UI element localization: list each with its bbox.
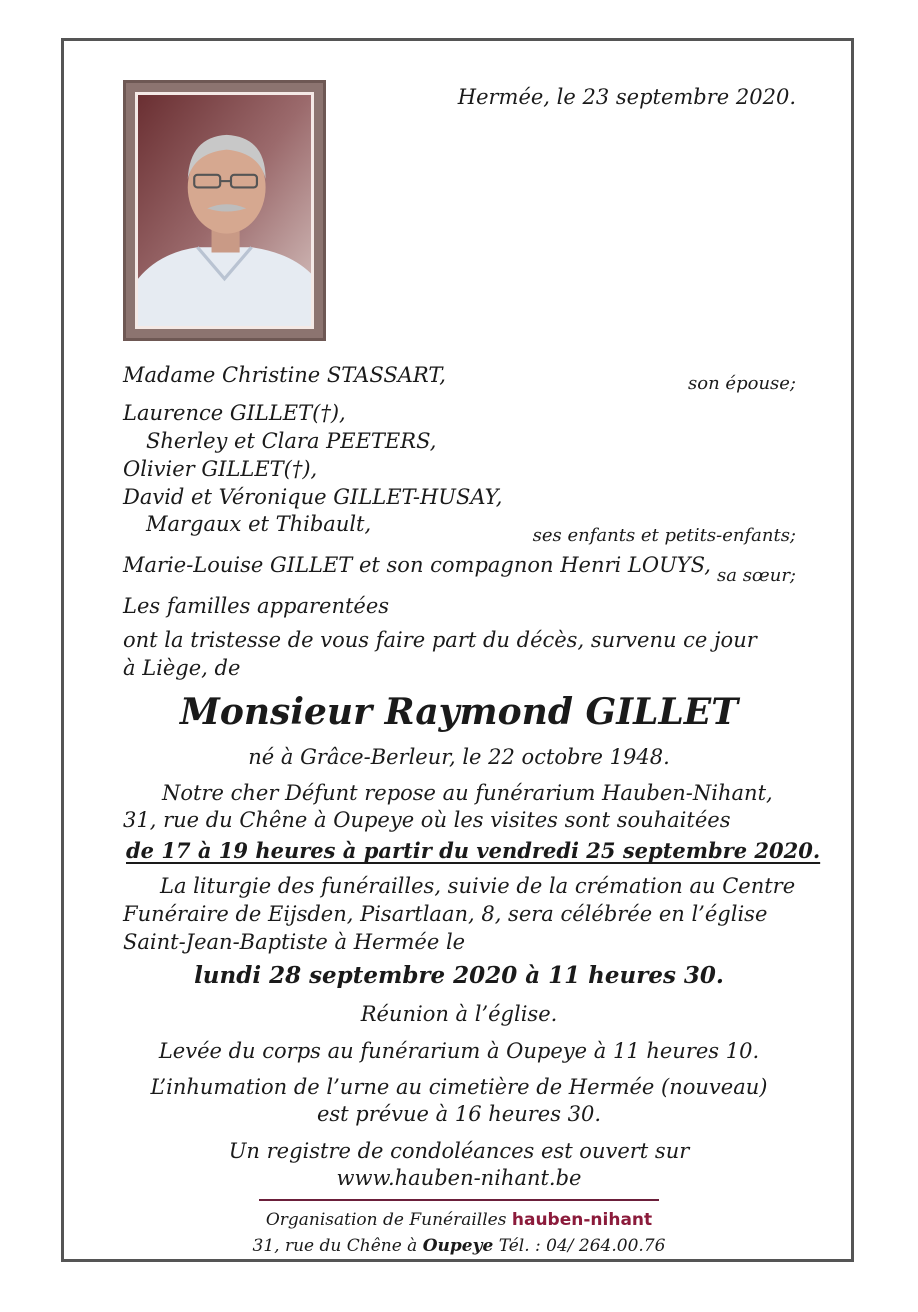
portrait-frame (123, 80, 326, 341)
organizer-label: Organisation de Funérailles (265, 1210, 512, 1230)
child-line: David et Véronique GILLET-HUSAY, (123, 485, 503, 509)
child-line: Margaux et Thibault, (146, 512, 372, 536)
contact-line (0, 1235, 918, 1257)
deceased-name: Monsieur Raymond GILLET (180, 691, 738, 733)
divider (259, 1199, 659, 1201)
birth-line: né à Grâce-Berleur, le 22 octobre 1948. (248, 745, 670, 769)
brand-logo: hauben-nihant (511, 1210, 653, 1230)
child-line: Laurence GILLET(†), (123, 401, 346, 425)
sister-role: sa sœur; (717, 565, 796, 586)
meeting-line: Réunion à l’église. (360, 1002, 558, 1026)
child-line: Olivier GILLET(†), (123, 457, 318, 481)
register-line: Un registre de condoléances est ouvert sur (228, 1139, 690, 1163)
child-line: Sherley et Clara PEETERS, (146, 429, 437, 453)
ceremony-line: Funéraire de Eijsden, Pisartlaan, 8, sera célébrée en l’église (123, 902, 768, 926)
ceremony-datetime: lundi 28 septembre 2020 à 11 heures 30. (194, 962, 724, 989)
urn-line: est prévue à 16 heures 30. (316, 1102, 602, 1126)
portrait-photo (138, 95, 311, 326)
address-text: 31, rue du Chêne à (252, 1236, 423, 1256)
announcement-line: à Liège, de (123, 656, 241, 680)
urn-line: L’inhumation de l’urne au cimetière de Hermée (nouveau) (150, 1075, 768, 1099)
spouse-role: son épouse; (688, 373, 796, 394)
ceremony-line: Saint-Jean-Baptiste à Hermée le (123, 930, 466, 954)
spouse-name: Madame Christine STASSART, (123, 363, 446, 387)
organizer-line (0, 1209, 918, 1231)
visitation-line: 31, rue du Chêne à Oupeye où les visites sont souhaitées (123, 808, 731, 832)
register-url[interactable]: www.hauben-nihant.be (336, 1166, 582, 1190)
children-role: ses enfants et petits-enfants; (532, 525, 796, 546)
levee-line: Levée du corps au funérarium à Oupeye à 11 heures 10. (158, 1039, 760, 1063)
relatives: Les familles apparentées (123, 594, 390, 618)
phone-text: Tél. : 04/ 264.00.76 (493, 1236, 666, 1256)
visitation-line: Notre cher Défunt repose au funérarium Hauben-Nihant, (162, 781, 773, 805)
city-text: Oupeye (422, 1236, 494, 1256)
ceremony-line: La liturgie des funérailles, suivie de la crémation au Centre (160, 874, 796, 898)
sister-name: Marie-Louise GILLET et son compagnon Henri LOUYS, (123, 553, 711, 577)
visitation-hours: de 17 à 19 heures à partir du vendredi 25 septembre 2020. (126, 838, 821, 863)
date-line: Hermée, le 23 septembre 2020. (457, 85, 796, 109)
announcement-line: ont la tristesse de vous faire part du décès, survenu ce jour (123, 628, 757, 652)
